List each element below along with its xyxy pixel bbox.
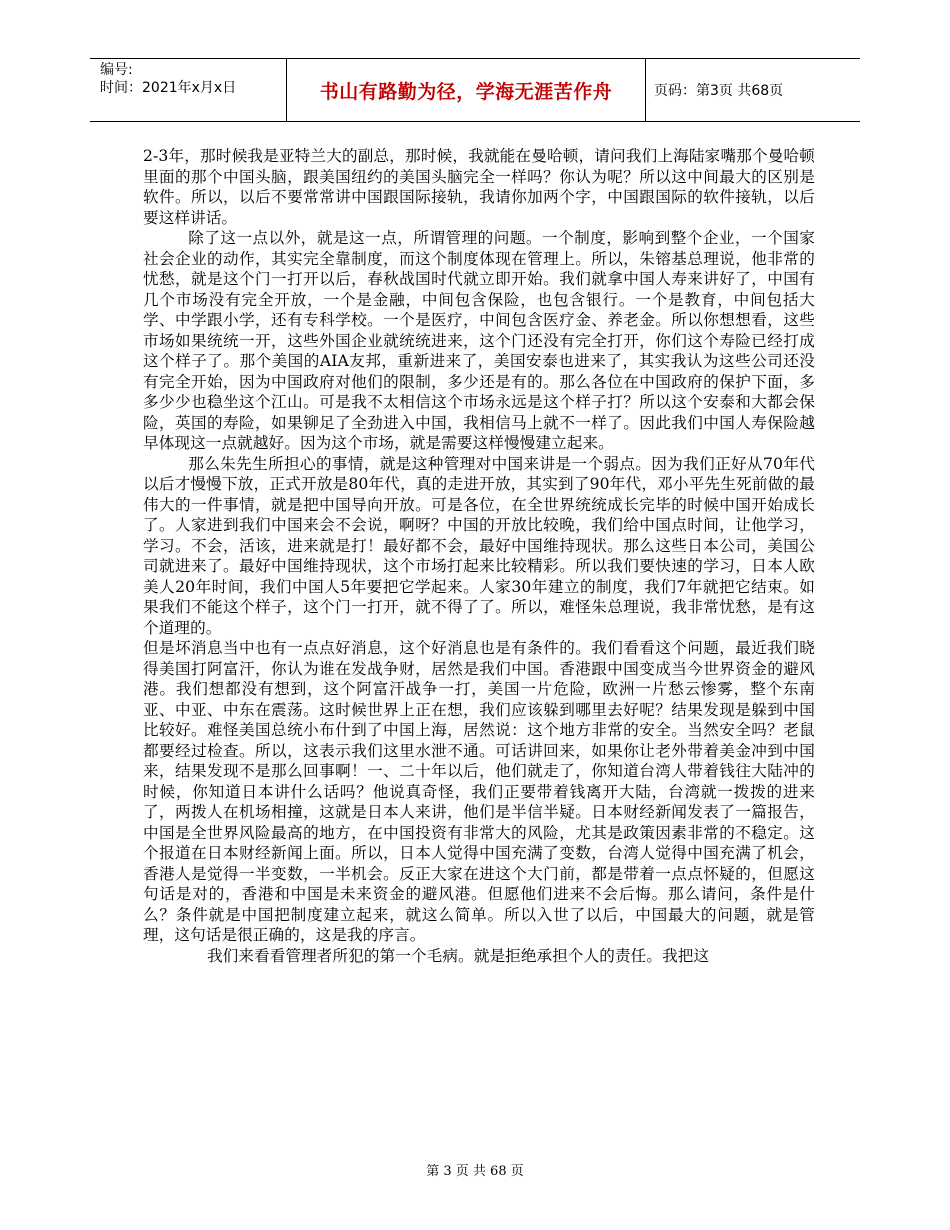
header-page-info: 页码：第3页 共68页 xyxy=(654,83,784,99)
document-number-label: 编号: xyxy=(100,62,133,78)
body-paragraph: 2-3年，那时候我是亚特兰大的副总，那时候，我就能在曼哈顿，请问我们上海陆家嘴那个曼哈顿里面的那个中国头脑，跟美国纽约的美国头脑完全一样吗？你认为呢？所以这中间最大的区别是软件。所以，以后不要常常讲中国跟国际接轨，我请你加两个字，中国跟国际的软件接轨，以后要这样讲话。 xyxy=(143,147,815,227)
body-paragraph: 除了这一点以外，就是这一点，所谓管理的问题。一个制度，影响到整个企业，一个国家社会企业的动作，其实完全靠制度，而这个制度体现在管理上。所以，朱镕基总理说，他非常的忧愁，就是这个门一打开以后，春秋战国时代就立即开始。我们就拿中国人寿来讲好了，中国有几个市场没有完全开放，一个是金融，中间包含保险，也包含银行。一个是教育，中间包括大学、中学跟小学，还有专科学校。一个是医疗，中间包含医疗金、养老金。所以你想想看，这些市场如果统统一开，这些外国企业就统统进来，这个门还没有完全打开，你们这个寿险已经打成这个样子了。那个美国的AIA友邦，重新进来了，美国安泰也进来了，其实我认为这些公司还没有完全开始，因为中国政府对他们的限制，多少还是有的。那么各位在中国政府的保护下面，多多少少也稳坐这个江山。可是我不太相信这个市场永远是这个样子打？所以这个安泰和大都会保险，英国的寿险，如果铆足了全劲进入中国，我相信马上就不一样了。因此我们中国人寿保险越早体现这一点就越好。因为这个市场，就是需要这样慢慢建立起来。 xyxy=(143,229,815,452)
body-paragraph: 那么朱先生所担心的事情，就是这种管理对中国来讲是一个弱点。因为我们正好从70年代以后才慢慢下放，正式开放是80年代，真的走进开放，其实到了90年代，邓小平先生死前做的最伟大的一件事情，就是把中国导向开放。可是各位，在全世界统统成长完毕的时候中国开始成长了。人家进到我们中国来会不会说，啊呀？中国的开放比较晚，我们给中国点时间，让他学习，学习。不会，活该，进来就是打！最好都不会，最好中国维持现状。那么这些日本公司，美国公司就进来了。最好中国维持现状，这个市场打起来比较精彩。所以我们要快速的学习，日本人欧美人20年时间，我们中国人5年要把它学起来。人家30年建立的制度，我们7年就把它结束。如果我们不能这个样子，这个门一打开，就不得了了。所以，难怪朱总理说，我非常忧愁，是有这个道理的。 xyxy=(143,454,815,637)
document-time-label: 时间：2021年x月x日 xyxy=(100,80,237,96)
body-paragraph: 但是坏消息当中也有一点点好消息，这个好消息也是有条件的。我们看看这个问题，最近我们晓得美国打阿富汗，你认为谁在发战争财，居然是我们中国。香港跟中国变成当今世界资金的避风港。我们想都没有想到，这个阿富汗战争一打，美国一片危险，欧洲一片愁云惨雾，整个东南亚、中亚、中东在震荡。这时候世界上正在想，我们应该躲到哪里去好呢？结果发现是躲到中国比较好。难怪美国总统小布什到了中国上海，居然说：这个地方非常的安全。当然安全吗？老鼠都要经过检查。所以，这表示我们这里水泄不通。可话讲回来，如果你让老外带着美金冲到中国来，结果发现不是那么回事啊！一、二十年以后，他们就走了，你知道台湾人带着钱往大陆冲的时候，你知道日本讲什么话吗？他说真奇怪，我们正要带着钱离开大陆，台湾就一拨拨的进来了，两拨人在机场相撞，这就是日本人来讲，他们是半信半疑。日本财经新闻发表了一篇报告，中国是全世界风险最高的地方，在中国投资有非常大的风险，尤其是政策因素非常的不稳定。这个报道在日本财经新闻上面。所以，日本人觉得中国充满了变数，台湾人觉得中国充满了机会，香港人是觉得一半变数，一半机会。反正大家在进这个大门前，都是带着一点点怀疑的，但愿这句话是对的，香港和中国是未来资金的避风港。但愿他们进来不会后悔。那么请问，条件是什么？条件就是中国把制度建立起来，就这么简单。所以入世了以后，中国最大的问题，就是管理，这句话是很正确的，这是我的序言。 xyxy=(143,639,815,944)
header-motto: 书山有路勤为径，学海无涯苦作舟 xyxy=(286,59,646,121)
page-header xyxy=(90,58,860,122)
header-meta xyxy=(90,59,286,121)
page-footer: 第 3 页 共 68 页 xyxy=(426,1164,524,1179)
body-paragraph: 我们来看看管理者所犯的第一个毛病。就是拒绝承担个人的责任。我把这 xyxy=(206,946,710,965)
document-body xyxy=(143,146,815,966)
